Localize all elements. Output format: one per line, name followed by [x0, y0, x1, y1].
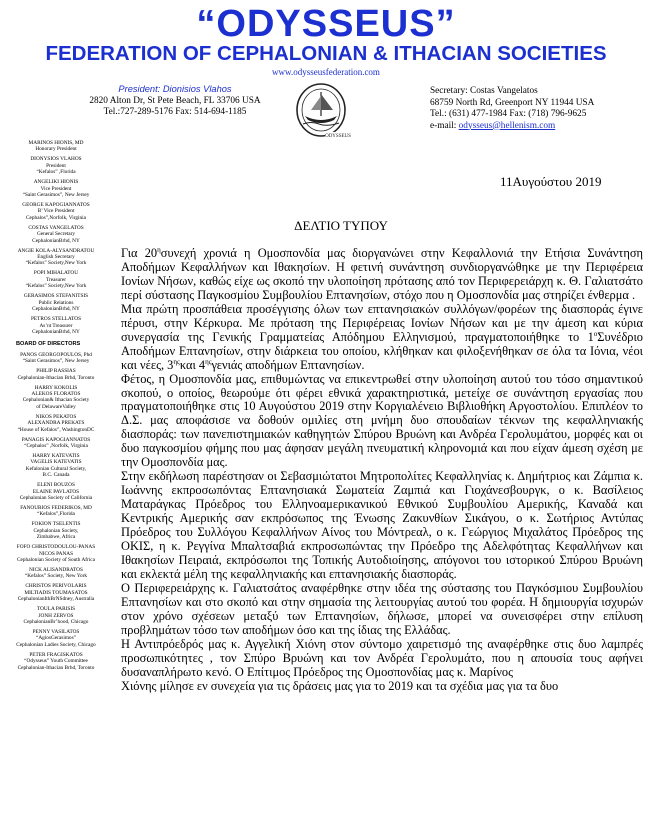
member-detail: President [46, 162, 66, 169]
member-name: HARRY KATEVATIS [32, 452, 80, 459]
member-detail: Cephalonian& Ithacian Society [22, 397, 90, 404]
paragraph-2: Μια πρώτη προσπάθεια προσέγγισης όλων των επτανησιακών συλλόγων/φορέων της διασποράς έγινε πέρυσι, στην Κέρκυρα. Με πρόταση της Περιφέρειας Ιονίων Νήσων και με την άμεση και κύρια συνεργασία της Γενικής Γραμματείας Απόδημου Ελληνισμού, πραγματοποιήθηκε το $1^o\Sigma\upsilon\nu έ\delta\rho\iota o$ Αποδήμων Επτανησίων, στην διάρκεια του οποίου, κλήθηκαν και φιλοξενήθηκαν σε όλα τα Ιόνια, νέοι και νέες, $3^{\eta\varsigma}\kappa\alpha\iota$ $4^{\eta\varsigma}\gamma\varepsilon\nu\iota ά\varsigma$ αποδήμων Επτανησίων. [121, 301, 643, 372]
sidebar-member-entry [0, 414, 112, 433]
member-detail: JONH ZERVOS [38, 612, 74, 619]
member-detail: B’ Vice President [37, 208, 75, 215]
sidebar-member-entry [0, 521, 112, 540]
email-label: e-mail: [430, 120, 459, 131]
member-detail: Kefalonian Cultural Society, [25, 465, 87, 472]
paragraph-6: Η Αντιπρόεδρός μας κ. Αγγελική Χιόνη στον σύντομο χαιρετισμό της αναφέρθηκε στις δυο λαμπρές προσωπικότητες , τον Σπύρο Βρυώνη και τον Ανδρέα Γερολυμάτο, που η απουσία τους αφήνει δυσαναπλήρωτο κενό. Ο Επίτιμος Πρόεδρος της Ομοσπονδίας μας κ. Μαρίνος [121, 636, 643, 679]
member-name: PETER FRAGISKATOS [29, 651, 83, 658]
member-detail: Cephalonian Ladies Society, Chicago [16, 641, 96, 648]
paragraph-1: Για $20^\eta\sigma\upsilon\nu\varepsilon\chi ή$ χρονιά η Ομοσπονδία μας διοργανώνει στην Κεφαλλονιά την Ετήσια Συνάντηση Αποδήμων Κεφαλλήνων και Ιθακησίων. Η φετινή συνάντηση συνδιοργανώθηκε με την Περιφέρεια Ιονίων Νήσων, καθώς είχε ως σκοπό την υλοποίηση πρότασης από τον Περιφερειάρχη κ. Θ. Γαλιατσάτο περί σύστασης Παγκοσμίου Συμβουλίου Επτανησίων, στόχο που η Ομοσπονδία μας στηρίζει ένθερμα . [121, 245, 643, 302]
sidebar-member-entry [0, 270, 112, 289]
member-detail: VAGELIS KATEVATIS [30, 459, 82, 466]
member-name: NICK ALISANDRATOS [29, 567, 83, 574]
secretary-address: 68759 North Rd, Greenport NY 11944 USA [430, 97, 595, 108]
member-detail: NICOS PANAS [38, 550, 74, 557]
member-detail: Cephalonian Society of California [19, 495, 93, 501]
sidebar-member-entry [0, 248, 112, 267]
member-detail: CephalonianBrhd, NY [32, 237, 80, 244]
member-detail: Cephalonian Society, [33, 527, 79, 534]
sidebar-member-entry [0, 368, 112, 381]
member-name: PETROS STELLATOS [30, 316, 82, 323]
sidebar-member-entry [0, 437, 112, 450]
press-release-body [121, 247, 643, 694]
paragraph-3: Φέτος, η Ομοσπονδία μας, επιθυμώντας να επικεντρωθεί στην υλοποίηση αυτού του τόσο σημαντικού σκοπού, ο οποίος, θεωρούμε ότι φέρει εθνικά χαρακτηριστικά, μετείχε σε συνάντηση εργασίας που πραγματοποιήθηκε στις 10 Αυγούστου 2019 στην Κοργιαλένειο Βιβλιοθήκη Αργοστολίου. Επιπλέον το Δ.Σ. μας αποφάσισε να δοθούν ομιλίες στη μνήμη δυο σπουδαίων τέκνων της κεφαλληνιακής διασποράς: των πανεπιστημιακών καθηγητών Σπύρου Βρυώνη και Ανδρέα Γερολυμάτου, μορφές και οι δυο παγκοσμίου φήμης που μας άφησαν μεγάλη πνευματική κληρονομιά και που είχαν άμεση σχέση με την Ομοσπονδία μας. [121, 371, 643, 470]
sidebar-member-entry [0, 652, 112, 671]
website-link[interactable]: www.odysseusfederation.com [272, 67, 380, 77]
member-name: FOKION TSELENTIS [31, 521, 81, 528]
member-detail: “Kefalos” Society,New York [25, 260, 87, 267]
secretary-email-link[interactable]: odysseus@hellenism.com [458, 120, 556, 131]
member-name: CHRISTOS PERIVOLARIS [25, 583, 87, 590]
member-name: GERASIMOS STEFANITSIS [23, 293, 89, 300]
sidebar-member-entry [0, 583, 112, 602]
member-name: FOFO CHRISTODOULOU-PANAS [16, 544, 96, 551]
member-name: PANAGIS KAPOGIANNATOS [21, 436, 91, 443]
member-detail: ELAINE PAVLATOS [32, 488, 80, 495]
member-detail: “Odysseus” Youth Committee [24, 658, 88, 665]
member-detail: Vice President [40, 185, 72, 192]
member-name: DIONYSIOS VLAHOS [30, 156, 82, 163]
member-detail: “Kefalos” Society, New York [24, 573, 88, 580]
president-contact-block [60, 84, 290, 119]
member-name: PHILIP RASSIAS [36, 368, 76, 375]
sidebar-member-entry [0, 544, 112, 563]
paragraph-7: Χιόνης μίλησε εν συνεχεία για τις δράσεις μας για το 2019 και τα σχέδια μας για τα δυο [121, 678, 559, 693]
member-detail: Zimbabwe, Africa [36, 534, 76, 541]
member-detail: “Cephalos” ,Norfolk, Virginia [24, 442, 88, 449]
member-name: GEORGE KAPOGIANNATOS [22, 202, 90, 209]
sidebar-member-entry [0, 606, 112, 625]
secretary-phone: Tel.: (631) 477-1984 Fax: (718) 796-9625 [430, 109, 587, 119]
member-detail: MILTIADIS TOUMASATOS [24, 589, 88, 596]
sidebar-member-entry [0, 629, 112, 648]
member-detail: “Kefalos” Society,New York [25, 283, 87, 290]
sidebar-member-entry [0, 482, 112, 501]
sidebar-member-entry [0, 179, 112, 198]
member-detail: Cephalonian-Ithacian Brhd, Toronto [17, 374, 95, 381]
member-detail: Cephalonian Society of South Africa [17, 557, 95, 564]
member-name: FANOURIOS FEDERIKOS, MD [20, 505, 92, 511]
secretary-contact-block [430, 86, 650, 132]
member-name: ANGELIKI HIONIS [33, 179, 79, 186]
secretary-email-line [430, 121, 650, 133]
member-name: COSTAS VANGELATOS [28, 224, 84, 231]
member-detail: Cephalos”,Norfolk, Virginia [26, 214, 86, 221]
member-detail: “Saint Gerasimos”, New Jersey [22, 192, 90, 199]
sidebar-member-entry [0, 293, 112, 312]
member-detail: Public Relations [38, 299, 74, 306]
member-detail: English Secretary [37, 254, 75, 261]
ship-emblem-icon [291, 80, 355, 140]
paragraph-4: Στην εκδήλωση παρέστησαν οι Σεβασμιώτατοι Μητροπολίτες Κεφαλληνίας κ. Δημήτριος και Ζάμπια κ. Ιωάννης εκπροσωπόντας Επτανησιακά Σωματεία Ζαμπιά και Γιοχάνεσβουργκ, ο κ. Βασίλειος Ματαράγκας Πρόεδρος του Ελληνοαμερικανικού Εθνικού Συμβουλίου Αμερικής, Καναδά και Κεντρικής Αμερικής σαν εκπρόσωπος της Ένωσης Ζακυνθίων Σικάγου, ο κ. Σωτήριος Αντύπας Πρόεδρος του Συλλόγου Κεφαλλήνων Αίνος του Μόντρεαλ, ο κ. Γεώργιος Μιχαλάτος Πρόεδρος της ΟΚΙΣ, η κ. Ρεγγίνα Μπαλτσαβιά εκπροσωπώντας την Πρόεδρο της Αδελφότητας Κεφαλλήνων και Ιθακησίων Πειραιά, εκπρόσωποι της Τοπικής Αυτοδιοίησης, απόγονοι του ιστορικού Σπύρου Βρυώνη και εκλεκτά μέλη της κεφαλληνιακής και επτανησιακής διασποράς. [121, 469, 643, 581]
federation-logo [291, 80, 355, 140]
organization-title: “ODYSSEUS” [196, 3, 456, 45]
sidebar-member-entry [0, 505, 112, 518]
member-detail: Honorary President [35, 146, 77, 153]
member-detail: ALEXANDRA PREKATS [27, 420, 85, 427]
member-detail: “House of Kefalos”, WashingtonDC [17, 426, 95, 433]
president-name: President: Dionisios Vlahos [118, 84, 232, 94]
member-name: ANGIE KOLA-ALYSANDRATOU [17, 247, 95, 254]
member-detail: of DelawareValley [36, 403, 76, 410]
member-detail: B.C. Canada [42, 472, 70, 479]
paragraph-5: Ο Περιφερειάρχης κ. Γαλιατσάτος αναφέρθηκε στην ιδέα της σύστασης του Παγκόσμιου Συμβουλίου Επτανησίων και στο σκοπό και στην σημασία της λειτουργίας αυτού του φορέα. Η δημιουργία ισχυρών στον χρόνο σχέσεων μεταξύ των Επτανησίων, δήλωσε, μπορεί να συνεισφέρει στην επίλυση προβλημάτων τόσο των αποδήμων όσο και της ίδιας της Ελλάδας. [121, 580, 643, 637]
member-name: POPI MIHALATOU [33, 270, 79, 277]
sidebar-member-entry [0, 140, 112, 153]
member-detail: “Kefalos” ,Florida [36, 169, 76, 176]
member-detail: General Secretary [36, 231, 76, 238]
organization-subtitle: FEDERATION OF CEPHALONIAN & ITHACIAN SOCIETIES [45, 42, 607, 65]
document-title: ΔΕΛΤΙΟ ΤΥΠΟΥ [294, 218, 388, 233]
member-name: PANOS GEORGOPOULOS, Phd [20, 351, 92, 358]
sidebar-member-entry [0, 352, 112, 365]
member-detail: As’nt Treasurer [39, 322, 73, 329]
member-detail: “AgiosGerasimos” [35, 635, 76, 642]
sidebar-member-entry [0, 316, 112, 335]
member-detail: ALEKOS FLORATOS [31, 390, 81, 397]
member-name: TOULA PARISIS [36, 606, 76, 613]
member-name: HARRY KOKOLIS [34, 384, 78, 391]
officers-list [0, 140, 112, 335]
document-date: 11Αυγούστου 2019 [500, 174, 602, 189]
logo-ring-text: ODYSSEUS [325, 134, 351, 139]
member-detail: “Saint Gerasimos”, New Jersey [22, 358, 90, 365]
member-detail: CephalonianIthBrNSdney, Australia [17, 596, 95, 603]
board-list [0, 352, 112, 671]
member-detail: CephalonianBrhd, NY [32, 328, 80, 335]
member-name: ELENI BOUZOS [37, 482, 75, 489]
member-name: NIKOS PEKATOS [35, 413, 77, 420]
member-detail: Cephalonian-Ithacian Brhd, Toronto [17, 664, 95, 671]
sidebar-member-entry [0, 567, 112, 580]
member-detail: CephalonianBr’hood, Chicago [23, 619, 89, 626]
member-detail: “Kefalos”,Florida [37, 511, 75, 518]
sidebar-member-entry [0, 156, 112, 175]
member-name: PENNY VASILATOS [32, 629, 80, 636]
president-address: 2820 Alton Dr, St Pete Beach, FL 33706 USA [89, 95, 261, 106]
member-name: MARINOS HIONIS, MD [28, 140, 84, 146]
president-phone: Tel.:727-289-5176 Fax: 514-694-1185 [103, 107, 247, 117]
board-of-directors-heading: BOARD OF DIRECTORS [16, 341, 81, 348]
secretary-name: Secretary: Costas Vangelatos [430, 86, 538, 96]
member-detail: Treasurer [45, 276, 67, 283]
sidebar-member-entry [0, 385, 112, 411]
member-detail: CephalonianBrhd, NY [32, 306, 80, 313]
sidebar-member-entry [0, 453, 112, 479]
